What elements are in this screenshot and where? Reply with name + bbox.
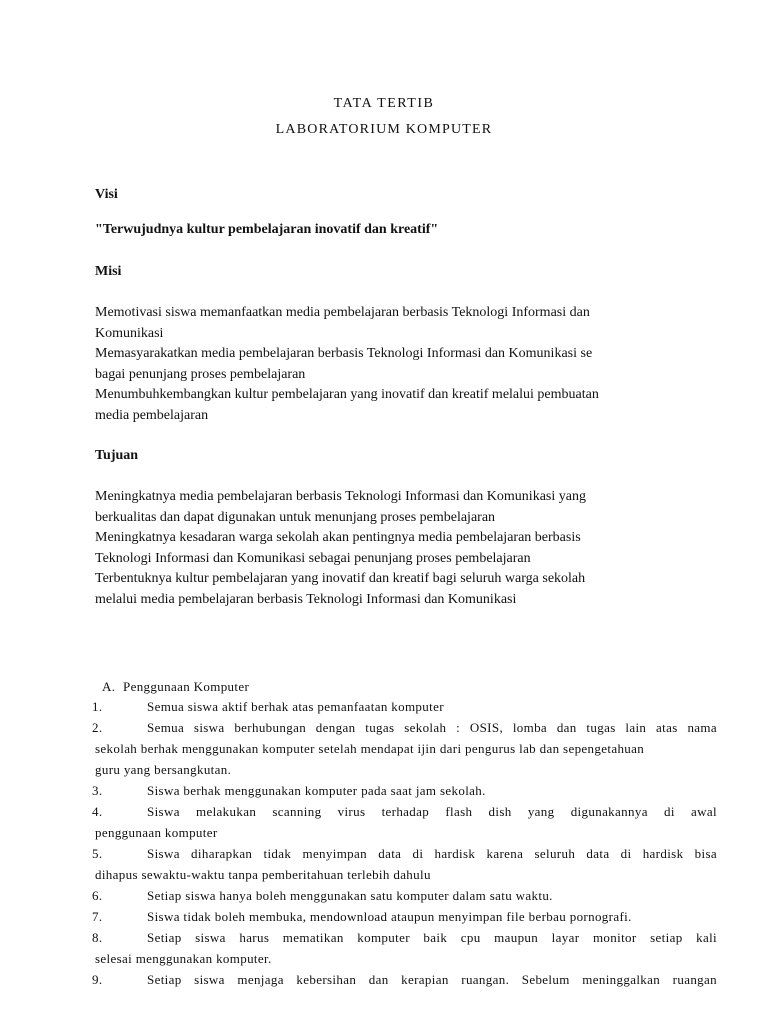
rule-text: Setiap siswa menjaga kebersihan dan kerapian ruangan. Sebelum meninggalkan ruangan — [147, 972, 717, 987]
rule-item — [92, 906, 717, 927]
rule-item — [92, 969, 717, 990]
rule-number: 1. — [92, 699, 103, 714]
tujuan-heading: Tujuan — [95, 448, 139, 463]
rule-text: Siswa tidak boleh membuka, mendownload ataupun menyimpan file berbau pornografi. — [147, 909, 632, 924]
section-a — [92, 677, 717, 990]
rule-number: 7. — [92, 909, 103, 924]
rule-item — [92, 717, 717, 738]
rule-item — [92, 801, 717, 822]
misi-heading: Misi — [95, 264, 122, 279]
misi-line: Memotivasi siswa memanfaatkan media pembelajaran berbasis Teknologi Informasi dan — [95, 305, 590, 320]
rule-number: 9. — [92, 972, 103, 987]
tujuan-line: Teknologi Informasi dan Komunikasi sebagai penunjang proses pembelajaran — [95, 550, 531, 566]
misi-line: media pembelajaran — [95, 407, 209, 423]
rule-text: Semua siswa berhubungan dengan tugas sekolah : OSIS, lomba dan tugas lain atas nama — [147, 720, 717, 735]
title-line-1: TATA TERTIB — [333, 96, 435, 111]
rule-item — [92, 780, 717, 801]
rule-text: Setiap siswa harus mematikan komputer baik cpu maupun layar monitor setiap kali — [147, 930, 717, 945]
tujuan-line: Meningkatnya kesadaran warga sekolah akan pentingnya media pembelajaran berbasis — [95, 530, 581, 545]
misi-line: Menumbuhkembangkan kultur pembelajaran yang inovatif dan kreatif melalui pembuatan — [95, 387, 599, 402]
rule-item — [92, 927, 717, 948]
rule-number: 4. — [92, 804, 103, 819]
tujuan-line: melalui media pembelajaran berbasis Teknologi Informasi dan Komunikasi — [95, 591, 517, 607]
rule-number: 8. — [92, 930, 103, 945]
rule-text: Setiap siswa hanya boleh menggunakan satu komputer dalam satu waktu. — [147, 888, 553, 903]
rule-continuation: selesai menggunakan komputer. — [95, 951, 272, 966]
rule-number: 3. — [92, 783, 103, 798]
tujuan-line: Meningkatnya media pembelajaran berbasis Teknologi Informasi dan Komunikasi yang — [95, 489, 586, 504]
rule-number: 6. — [92, 888, 103, 903]
rule-continuation: guru yang bersangkutan. — [95, 762, 232, 777]
rule-text: Siswa diharapkan tidak menyimpan data di hardisk karena seluruh data di hardisk bisa — [147, 846, 717, 861]
misi-line: bagai penunjang proses pembelajaran — [95, 366, 306, 382]
rule-continuation: penggunaan komputer — [95, 825, 218, 840]
rule-number: 2. — [92, 720, 103, 735]
rule-item — [92, 696, 717, 717]
tujuan-line: berkualitas dan dapat digunakan untuk menunjang proses pembelajaran — [95, 509, 496, 525]
rule-item — [92, 843, 717, 864]
rule-text: Semua siswa aktif berhak atas pemanfaatan komputer — [147, 699, 444, 714]
misi-list — [95, 303, 665, 426]
rule-text: Siswa melakukan scanning virus terhadap flash dish yang digunakannya di awal — [147, 804, 717, 819]
section-a-heading — [95, 677, 717, 696]
section-a-label: A. — [102, 679, 116, 694]
visi-heading: Visi — [95, 187, 118, 202]
rule-text: Siswa berhak menggunakan komputer pada saat jam sekolah. — [147, 783, 486, 798]
rule-continuation: dihapus sewaktu-waktu tanpa pemberitahuan terlebih dahulu — [95, 867, 431, 882]
tujuan-line: Terbentuknya kultur pembelajaran yang inovatif dan kreatif bagi seluruh warga sekolah — [95, 571, 586, 586]
rule-item — [92, 885, 717, 906]
tujuan-list — [95, 487, 665, 610]
section-a-title: Penggunaan Komputer — [123, 679, 250, 694]
misi-line: Komunikasi — [95, 325, 164, 341]
rule-continuation: sekolah berhak menggunakan komputer setelah mendapat ijin dari pengurus lab dan sepengetahuan — [95, 741, 645, 756]
title-line-2: LABORATORIUM KOMPUTER — [275, 122, 493, 137]
visi-text: "Terwujudnya kultur pembelajaran inovatif dan kreatif" — [95, 222, 439, 237]
misi-line: Memasyarakatkan media pembelajaran berbasis Teknologi Informasi dan Komunikasi se — [95, 346, 593, 361]
rule-number: 5. — [92, 846, 103, 861]
